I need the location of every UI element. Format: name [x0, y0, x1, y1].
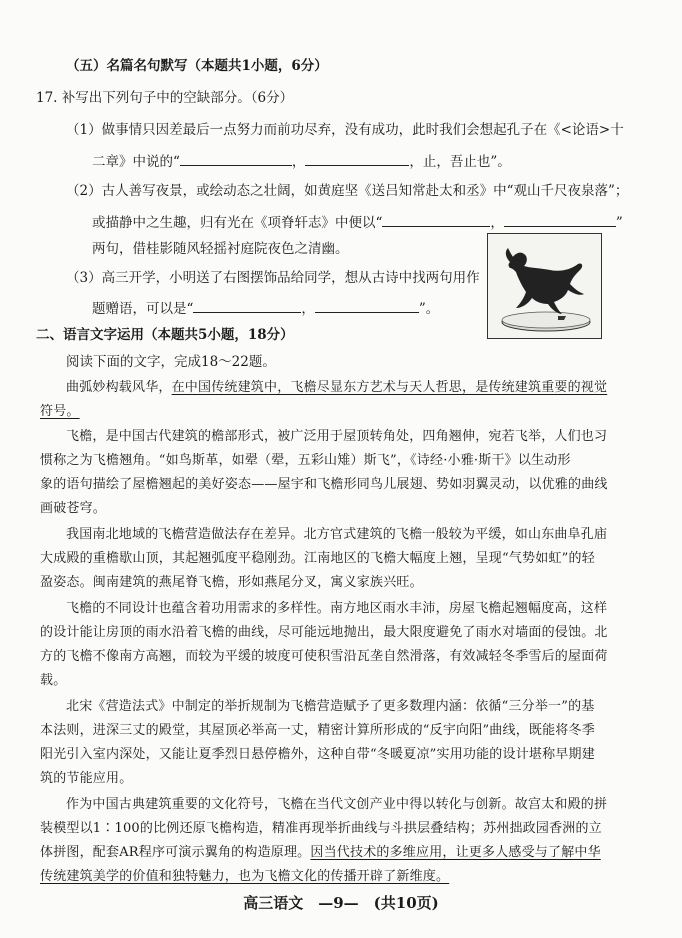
answer-blank-6[interactable]: [315, 298, 419, 313]
passage-para4-line4: 载。: [40, 673, 67, 688]
passage-para2-line2: 惯称之为飞檐翘角。“如鸟斯革，如翚（翚，五彩山雉）斯飞”，《诗经·小雅·斯干》以生动形: [40, 453, 571, 468]
q17-item3-text-c: ”。: [418, 301, 440, 317]
passage-para5-line1: 北宋《营造法式》中制定的举折规制为飞檐营造赋予了更多数理内涵：依循“三分举一”的基: [66, 699, 595, 714]
section2-intro: 阅读下面的文字，完成18～22题。: [66, 354, 276, 370]
q17-item3-text-a: 题赠语，可以是“: [92, 301, 194, 317]
q17-item1-text-a: 二章》中说的“: [92, 154, 180, 170]
passage-para2-line1: 飞檐，是中国古代建筑的檐部形式，被广泛用于屋顶转角处，四角翘伸，宛若飞举，人们也习: [66, 429, 608, 444]
q17-item2-text-a: 或描静中之生趣，归有光在《项脊轩志》中便以“: [92, 215, 383, 231]
passage-para1-start: 曲弧妙构载风华，: [66, 380, 172, 395]
passage-para3-line1: 我国南北地域的飞檐营造做法存在差异。北方官式建筑的飞檐一般较为平缓，如山东曲阜孔庙: [66, 527, 608, 542]
passage-para1-line1: [66, 379, 607, 397]
q17-item3-text-b: ，: [301, 301, 315, 317]
q17-item3-line2: [92, 298, 439, 318]
passage-para6-line3: [40, 844, 601, 862]
answer-blank-1[interactable]: [180, 151, 292, 166]
passage-para4-line2: 的设计能让房顶的雨水沿着飞檐的曲线，尽可能远地抛出，最大限度避免了雨水对墙面的侵蚀。北: [40, 625, 608, 640]
passage-underlined-sentence-1: 在中国传统建筑中，飞檐尽显东方艺术与天人哲思，是传统建筑重要的视觉: [171, 380, 608, 395]
passage-para3-line3: 盈姿态。闽南建筑的燕尾脊飞檐，形如燕尾分叉，寓义家族兴旺。: [40, 575, 423, 590]
section5-title: （五）名篇名句默写（本题共1小题，6分）: [66, 58, 328, 74]
q17-item2-text-b: ，: [490, 215, 504, 231]
passage-para6-line2: 装模型以1∶100的比例还原飞檐构造，精准再现举折曲线与斗拱层叠结构；苏州拙政园香洲的立: [40, 821, 602, 836]
q17-item2-text-c: ”: [615, 215, 623, 231]
passage-para4-line3: 方的飞檐不像南方高翘，而较为平缓的坡度可使积雪沿瓦垄自然滑落，有效减轻冬季雪后的屋面荷: [40, 649, 608, 664]
q17-item1-text-b: ，: [291, 154, 306, 170]
answer-blank-4[interactable]: [504, 212, 616, 227]
bronze-galloping-horse-icon: [488, 234, 601, 338]
passage-underlined-sentence-2: 因当代技术的多维应用，让更多人感受与了解中华: [310, 845, 601, 860]
answer-blank-3[interactable]: [382, 212, 490, 227]
passage-para1-line2: 符号。: [40, 404, 80, 419]
q17-item1-text-c: ，止，吾止也”。: [409, 154, 511, 170]
passage-para6-line4: 传统建筑美学的价值和独特魅力，也为飞檐文化的传播开辟了新维度。: [40, 869, 450, 884]
section2-title: 二、语言文字运用（本题共5小题，18分）: [36, 327, 294, 343]
page-footer: 高三语文 —9— (共10页): [243, 894, 439, 912]
q17-item3-line1: （3）高三开学，小明送了右图摆饰品给同学，想从古诗中找两句用作: [66, 270, 480, 286]
answer-blank-2[interactable]: [305, 151, 409, 166]
passage-para5-line4: 筑的节能应用。: [40, 771, 133, 786]
q17-item2-line1: （2）古人善写夜景，或绘动态之壮阔，如黄庭坚《送吕知常赴太和丞》中“观山千尺夜泉落”；: [66, 183, 629, 199]
passage-para5-line2: 本法则，进深三丈的殿堂，其屋顶必举高一丈，精密计算所形成的“反宇向阳”曲线，既能将冬季: [40, 723, 595, 738]
answer-blank-5[interactable]: [193, 298, 301, 313]
q17-stem: 17. 补写出下列句子中的空缺部分。（6分）: [36, 90, 294, 106]
horse-figure: [487, 233, 602, 339]
q17-item1-line1: （1）做事情只因差最后一点努力而前功尽弃，没有成功，此时我们会想起孔子在《<论语>十: [66, 122, 624, 138]
passage-para3-line2: 大成殿的重檐歇山顶，其起翘弧度平稳刚劲。江南地区的飞檐大幅度上翘，呈现“气势如虹”的轻: [40, 551, 595, 566]
q17-item1-line2: [92, 151, 511, 171]
passage-para5-line3: 阳光引入室内深处，又能让夏季烈日悬停檐外，这种自带“冬暖夏凉”实用功能的设计堪称早期建: [40, 747, 595, 762]
q17-item2-line2: [92, 212, 623, 232]
passage-para2-line3: 象的语句描绘了屋檐翘起的美好姿态——屋宇和飞檐形同鸟儿展翅、势如羽翼灵动，以优雅的曲线: [40, 477, 608, 492]
q17-item2-line3: 两句，借桂影随风轻摇衬庭院夜色之清幽。: [92, 241, 349, 257]
passage-para2-line4: 画破苍穹。: [40, 501, 107, 516]
passage-para6-line1: 作为中国古典建筑重要的文化符号，飞檐在当代文创产业中得以转化与创新。故宫太和殿的拼: [66, 797, 608, 812]
passage-para4-line1: 飞檐的不同设计也蕴含着功用需求的多样性。南方地区雨水丰沛，房屋飞檐起翘幅度高，这样: [66, 601, 608, 616]
passage-para6-line3-start: 体拼图，配套AR程序可演示翼角的构造原理。: [40, 845, 311, 860]
